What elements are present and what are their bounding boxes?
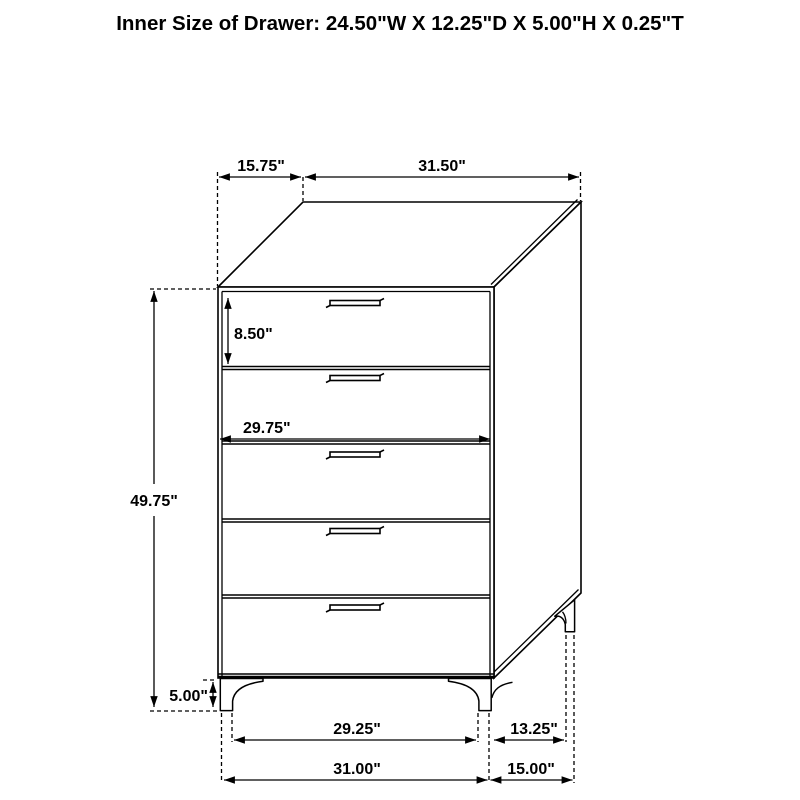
dim-front-leg-outer-span xyxy=(224,761,488,780)
cabinet-front-face xyxy=(218,287,494,678)
cabinet xyxy=(218,200,581,711)
dim-label-drawer-height: 8.50" xyxy=(234,326,273,343)
dim-side-leg-outer-span xyxy=(491,761,573,780)
drawer-handle xyxy=(326,527,384,536)
dim-label-leg-height: 5.00" xyxy=(169,688,208,705)
dim-case-height xyxy=(130,289,220,711)
dim-leg-height xyxy=(169,680,217,707)
dim-label-side-leg-inner-span: 13.25" xyxy=(510,721,558,738)
dim-label-top-width: 31.50" xyxy=(418,158,466,175)
drawer-handle xyxy=(326,603,384,612)
front-left-foot xyxy=(220,679,263,711)
dim-side-leg-inner-span xyxy=(494,721,564,740)
dim-top-width xyxy=(305,158,581,201)
dim-label-inner-width: 29.75" xyxy=(243,420,291,437)
dim-label-top-depth: 15.75" xyxy=(237,158,285,175)
dim-label-side-leg-outer-span: 15.00" xyxy=(507,761,555,778)
drawer-handle xyxy=(326,299,384,308)
drawer-handle xyxy=(326,450,384,459)
page-title: Inner Size of Drawer: 24.50"W X 12.25"D X 5.00"H X 0.25"T xyxy=(116,12,684,35)
dim-label-front-leg-outer-span: 31.00" xyxy=(333,761,381,778)
front-right-foot xyxy=(449,679,492,711)
front-right-foot-side-return xyxy=(492,682,513,698)
dim-label-case-height: 49.75" xyxy=(130,493,178,510)
dim-label-front-leg-inner-span: 29.25" xyxy=(333,721,381,738)
drawer-handle xyxy=(326,374,384,383)
dim-front-leg-inner-span xyxy=(234,721,476,740)
